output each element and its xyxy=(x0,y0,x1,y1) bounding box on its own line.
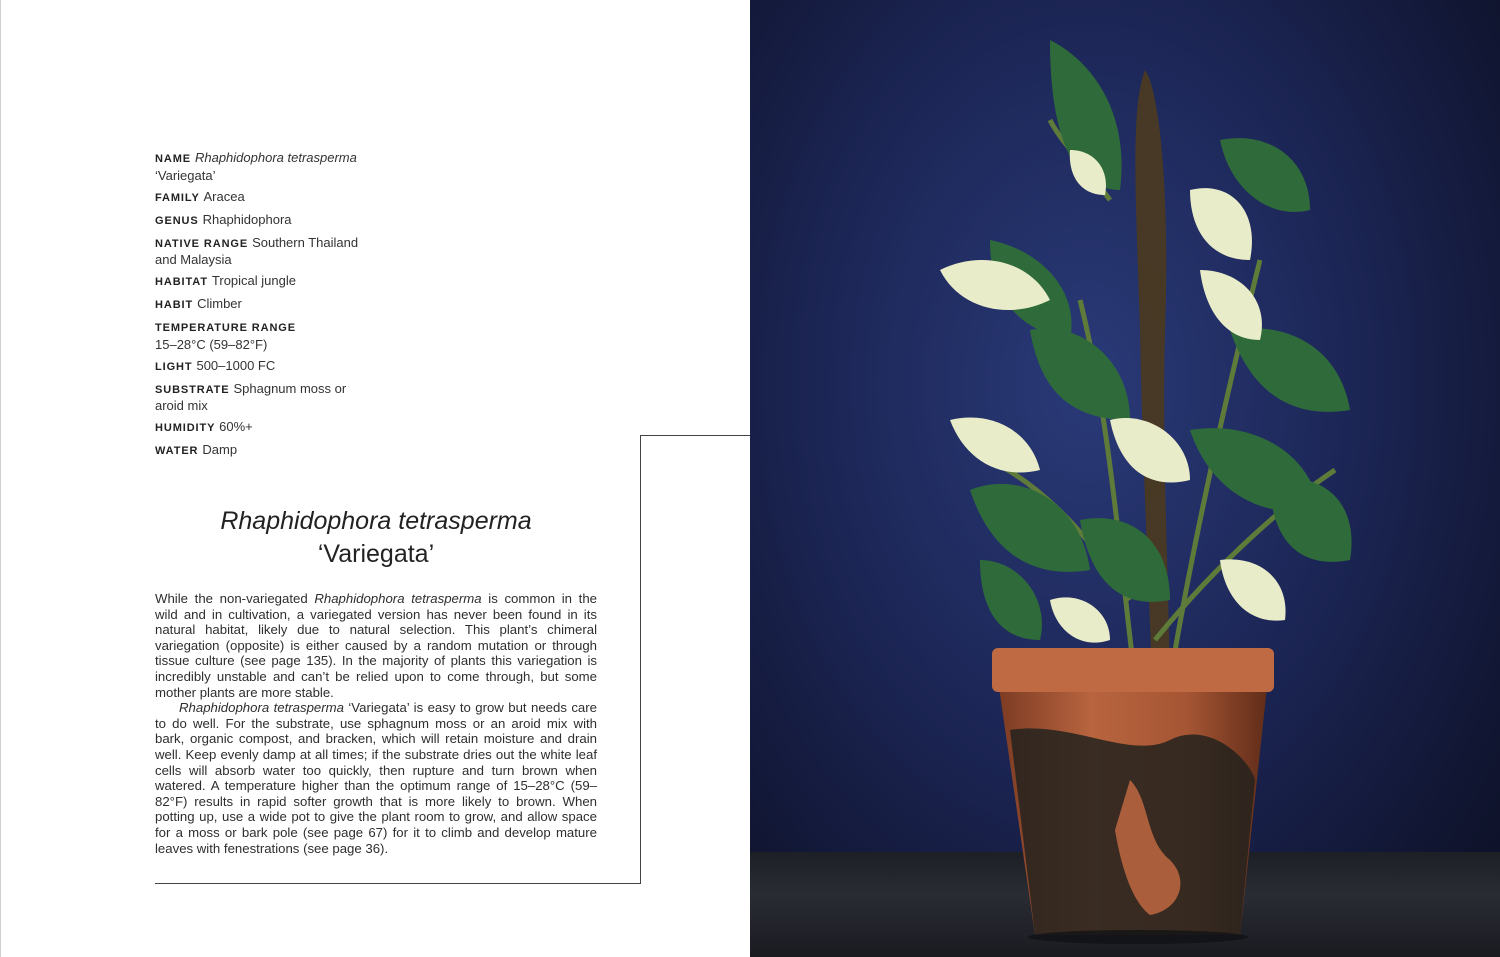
fact-humidity xyxy=(155,419,375,437)
fact-value: Southern Thailand and Malaysia xyxy=(155,234,359,267)
fact-habit xyxy=(155,296,375,314)
fact-label: SUBSTRATE xyxy=(155,383,230,396)
pot-rim xyxy=(992,648,1274,692)
fact-value: Rhaphidophora xyxy=(202,211,292,227)
fact-label: HABITAT xyxy=(155,276,208,288)
fact-value: Rhaphidophora tetrasperma xyxy=(194,150,357,165)
fact-substrate xyxy=(155,381,375,414)
fact-value: 15–28°C (59–82°F) xyxy=(155,336,268,352)
title-cultivar: ‘Variegata’ xyxy=(317,540,435,568)
plant-photo xyxy=(750,0,1500,957)
fact-label: NATIVE RANGE xyxy=(155,237,249,250)
fact-value: Tropical jungle xyxy=(211,273,296,288)
fact-native-range xyxy=(155,235,375,268)
fact-value: Damp xyxy=(202,442,238,457)
body-text xyxy=(155,591,597,856)
body-text-run: While the non-variegated xyxy=(155,591,315,606)
fact-value: 60%+ xyxy=(219,419,253,434)
fact-name xyxy=(155,150,375,183)
fact-water xyxy=(155,442,375,460)
title-species: Rhaphidophora tetrasperma xyxy=(220,507,532,535)
fact-value: 500–1000 FC xyxy=(196,357,276,373)
fact-value-cultivar: ‘Variegata’ xyxy=(155,167,216,183)
fact-value: Sphagnum moss or aroid mix xyxy=(155,380,347,413)
fact-value: Climber xyxy=(197,296,242,311)
body-text-run: ‘Variegata’ is easy to grow but needs care to do well. For the substrate, use sphagnum moss or an aroid mix with bark, organic compost, and bracken, which will retain moisture and drain well. Keep evenly damp at all times; if the substrate dries out the white leaf cells will absorb water too quickly, then rupture and turn brown when watered. A temperature higher than the optimum range of 15–28°C (59–82°F) results in rapid softer growth that is more likely to brown. When potting up, use a wide pot to give the plant room to grow, and allow space for a moss or bark pole (see page 67) for it to climb and develop mature leaves with fenestrations (see page 36). xyxy=(155,700,597,856)
frame-rule-bottom xyxy=(155,883,641,884)
body-text-italic: Rhaphidophora tetrasperma xyxy=(314,591,482,606)
body-paragraph-1 xyxy=(155,591,597,700)
page-title xyxy=(155,505,597,571)
fact-label: FAMILY xyxy=(155,191,200,204)
plant-illustration xyxy=(750,0,1500,957)
fact-label: WATER xyxy=(155,445,199,457)
body-paragraph-2 xyxy=(155,700,597,856)
fact-label: LIGHT xyxy=(155,360,193,373)
fact-value: Aracea xyxy=(203,188,245,204)
fact-label: HABIT xyxy=(155,299,194,311)
fact-family xyxy=(155,189,375,207)
fact-genus xyxy=(155,212,375,230)
fact-label: NAME xyxy=(155,153,191,165)
frame-rule-top xyxy=(640,435,751,436)
body-text-italic: Rhaphidophora tetrasperma xyxy=(179,700,344,716)
frame-rule-right xyxy=(640,435,641,884)
fact-habitat xyxy=(155,273,375,291)
fact-temperature-range xyxy=(155,319,375,352)
fact-label: GENUS xyxy=(155,214,199,227)
plant-facts-list xyxy=(155,150,375,465)
body-text-run: is common in the wild and in cultivation, a variegated version has never been found in its natural habitat, likely due to natural selection. This plant’s chimeral variegation (opposite) is either caused by a random mutation or through tissue culture (see page 135). In the majority of plants this variegation is incredibly unstable and can’t be relied upon to come through, but some mother plants are more stable. xyxy=(155,591,597,700)
fact-light xyxy=(155,358,375,376)
fact-label: TEMPERATURE RANGE xyxy=(155,322,296,334)
fact-label: HUMIDITY xyxy=(155,422,216,434)
